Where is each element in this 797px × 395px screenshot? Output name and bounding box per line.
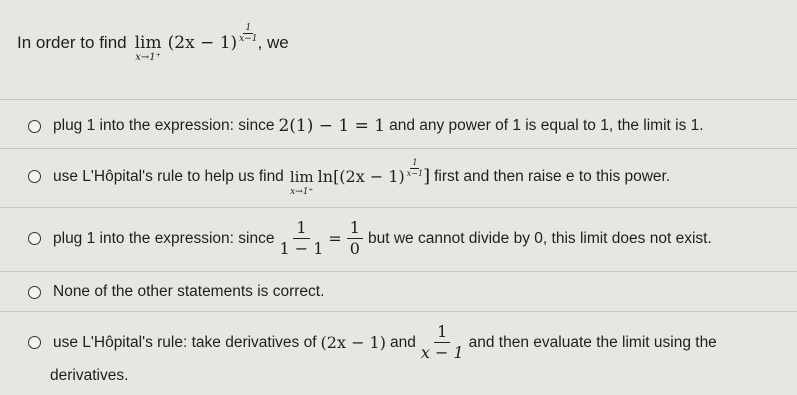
option-text-continued: derivatives. [50, 367, 129, 384]
radio-button[interactable] [28, 120, 41, 133]
option-text: but we cannot divide by 0, this limit does not exist. [367, 229, 712, 247]
divider [0, 311, 797, 312]
divider [0, 99, 797, 100]
option-math: 2(1) − 1 = 1 [278, 116, 386, 136]
option-text: plug 1 into the expression: since [53, 117, 275, 134]
equals-sign: = [328, 229, 342, 248]
option-math: ] [423, 166, 431, 187]
fraction-denominator: x − 1 [420, 343, 464, 362]
question-prefix: In order to find [17, 32, 127, 52]
radio-button[interactable] [28, 170, 41, 183]
question-prompt [17, 23, 777, 63]
fraction-numerator: 1 [347, 218, 363, 239]
radio-button[interactable] [28, 336, 41, 349]
option-math: (2x − 1) [320, 333, 386, 352]
option-5[interactable] [28, 322, 788, 363]
fraction [279, 218, 323, 259]
limit-subscript: x→1⁺ [290, 187, 314, 197]
exponent-numerator: 1 [412, 158, 418, 167]
option-text: and [389, 333, 416, 351]
option-text: None of the other statements is correct. [53, 283, 325, 300]
option-text: and any power of 1 is equal to 1, the limit is 1. [389, 117, 704, 134]
option-text: plug 1 into the expression: since [53, 229, 275, 247]
exponent [407, 158, 423, 179]
fraction-denominator: 1 − 1 [279, 239, 324, 258]
divider [0, 207, 797, 208]
fraction [421, 322, 464, 363]
question-suffix: , we [257, 32, 289, 52]
option-2[interactable] [28, 158, 788, 197]
fraction-numerator: 1 [434, 322, 450, 343]
exponent-numerator: 1 [245, 23, 252, 33]
fraction-denominator: 0 [349, 239, 360, 258]
limit-subscript: x→1⁺ [135, 52, 161, 63]
option-3[interactable] [28, 218, 788, 259]
limit-operator [135, 35, 162, 64]
limit-word: lim [289, 168, 314, 186]
fraction [347, 218, 363, 259]
option-text: use L'Hôpital's rule to help us find [53, 167, 284, 185]
option-text: and then evaluate the limit using the [468, 333, 717, 351]
limit-word: lim [134, 33, 162, 53]
option-math: ln[(2x − 1) [317, 167, 405, 186]
base-expression: (2x − 1) [167, 32, 238, 53]
option-1[interactable] [28, 116, 788, 136]
fraction-numerator: 1 [293, 218, 309, 239]
option-text: use L'Hôpital's rule: take derivatives of [53, 333, 317, 351]
exponent [239, 23, 257, 44]
divider [0, 271, 797, 272]
option-text: first and then raise e to this power. [434, 167, 671, 185]
exponent-denominator: x−1 [239, 34, 258, 44]
divider [0, 148, 797, 149]
exponent-denominator: x−1 [406, 169, 424, 178]
limit-operator [290, 169, 314, 198]
option-4[interactable] [28, 283, 788, 301]
radio-button[interactable] [28, 232, 41, 245]
radio-button[interactable] [28, 286, 41, 299]
